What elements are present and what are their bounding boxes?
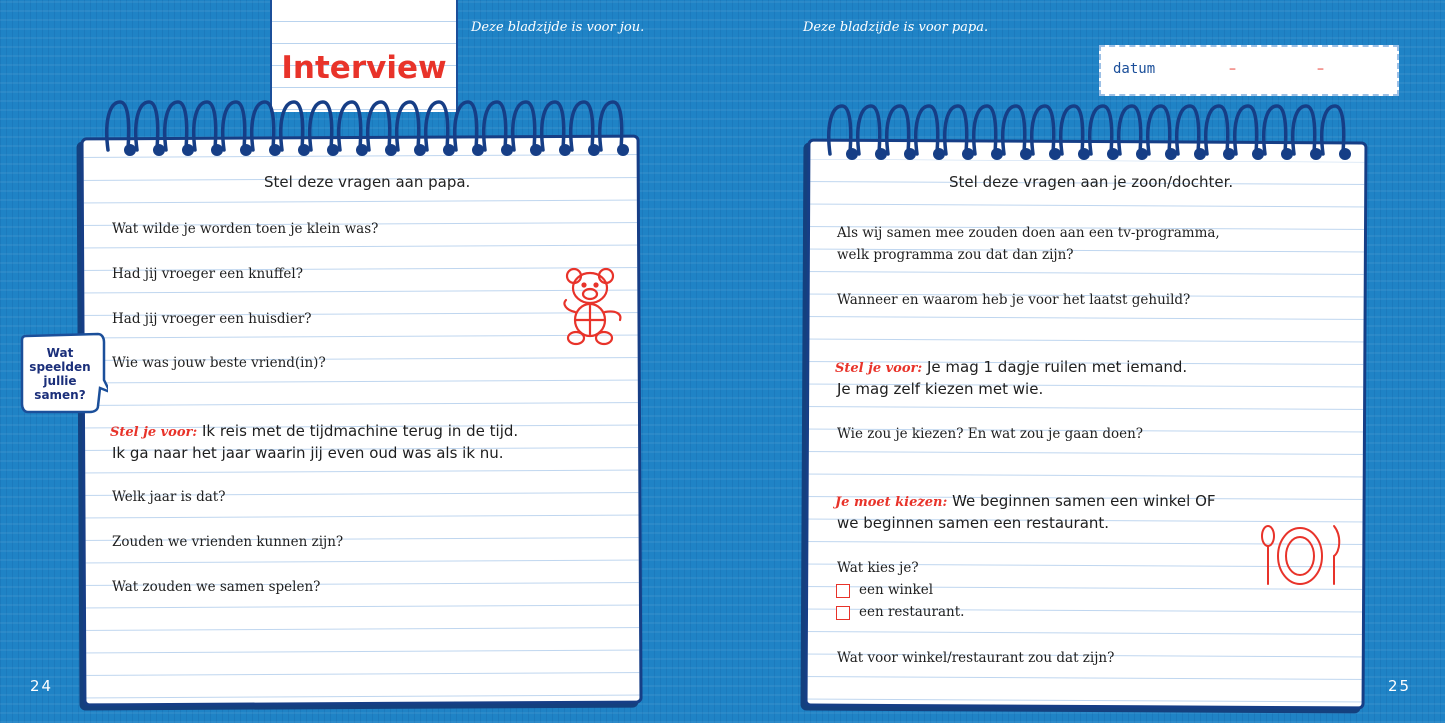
left-question-3: Had jij vroeger een huisdier?: [112, 311, 312, 327]
interview-title: Interview: [281, 50, 447, 86]
left-question-5: Welk jaar is dat?: [112, 489, 226, 505]
datum-label: datum: [1113, 61, 1156, 77]
option-restaurant-label: een restaurant.: [859, 604, 965, 620]
right-question-4: Wat kies je?: [837, 560, 919, 576]
right-imagine-label: Stel je voor:: [835, 361, 923, 376]
left-imagine-text-1: Ik reis met de tijdmachine terug in de tijd.: [201, 422, 519, 440]
right-choose-text-1: We beginnen samen een winkel OF: [952, 492, 1216, 510]
datum-separator-1: –: [1229, 61, 1236, 77]
left-question-2: Had jij vroeger een knuffel?: [112, 266, 303, 282]
left-question-6: Zouden we vrienden kunnen zijn?: [112, 534, 344, 550]
right-question-5: Wat voor winkel/restaurant zou dat zijn?: [837, 650, 1115, 666]
left-header-note: Deze bladzijde is voor jou.: [471, 20, 645, 35]
left-question-4: Wie was jouw beste vriend(in)?: [112, 355, 326, 371]
datum-box[interactable]: [1099, 45, 1399, 96]
right-question-1a: Als wij samen mee zouden doen aan een tv-programma,: [837, 225, 1220, 241]
left-question-1: Wat wilde je worden toen je klein was?: [112, 221, 379, 237]
bubble-line-4: samen?: [34, 388, 86, 402]
left-spiral-rings: [90, 92, 635, 162]
right-question-1b: welk programma zou dat dan zijn?: [837, 247, 1074, 263]
datum-separator-2: –: [1317, 61, 1324, 77]
bubble-line-1: Wat: [46, 346, 74, 360]
right-page-number: 25: [1388, 677, 1412, 695]
right-choose-line-2: we beginnen samen een restaurant.: [837, 514, 1110, 532]
right-imagine-line-2: Je mag zelf kiezen met wie.: [837, 380, 1044, 398]
right-question-2: Wanneer en waarom heb je voor het laatst gehuild?: [837, 292, 1191, 308]
right-imagine-line-1: [835, 358, 1187, 376]
left-imagine-line-1: [110, 422, 518, 440]
right-choose-line-1: [835, 492, 1216, 510]
left-page-number: 24: [30, 677, 54, 695]
right-question-3: Wie zou je kiezen? En wat zou je gaan doen?: [837, 426, 1144, 442]
left-question-7: Wat zouden we samen spelen?: [112, 579, 321, 595]
right-imagine-text-1: Je mag 1 dagje ruilen met iemand.: [926, 358, 1188, 376]
right-spiral-rings: [812, 96, 1360, 166]
right-choose-label: Je moet kiezen:: [835, 495, 948, 510]
right-header-note: Deze bladzijde is voor papa.: [803, 20, 989, 35]
checkbox-winkel[interactable]: [836, 584, 850, 598]
option-winkel-label: een winkel: [859, 582, 934, 598]
right-heading: Stel deze vragen aan je zoon/dochter.: [949, 173, 1234, 191]
left-imagine-line-2: Ik ga naar het jaar waarin jij even oud was als ik nu.: [112, 444, 504, 462]
left-imagine-label: Stel je voor:: [110, 425, 198, 440]
bubble-line-2: speelden: [29, 360, 91, 374]
checkbox-restaurant[interactable]: [836, 606, 850, 620]
bubble-line-3: jullie: [43, 374, 77, 388]
plate-cutlery-icon: [1258, 522, 1344, 588]
left-heading: Stel deze vragen aan papa.: [264, 173, 471, 191]
speech-bubble-text: [26, 346, 94, 402]
teddy-bear-icon: [560, 266, 628, 346]
